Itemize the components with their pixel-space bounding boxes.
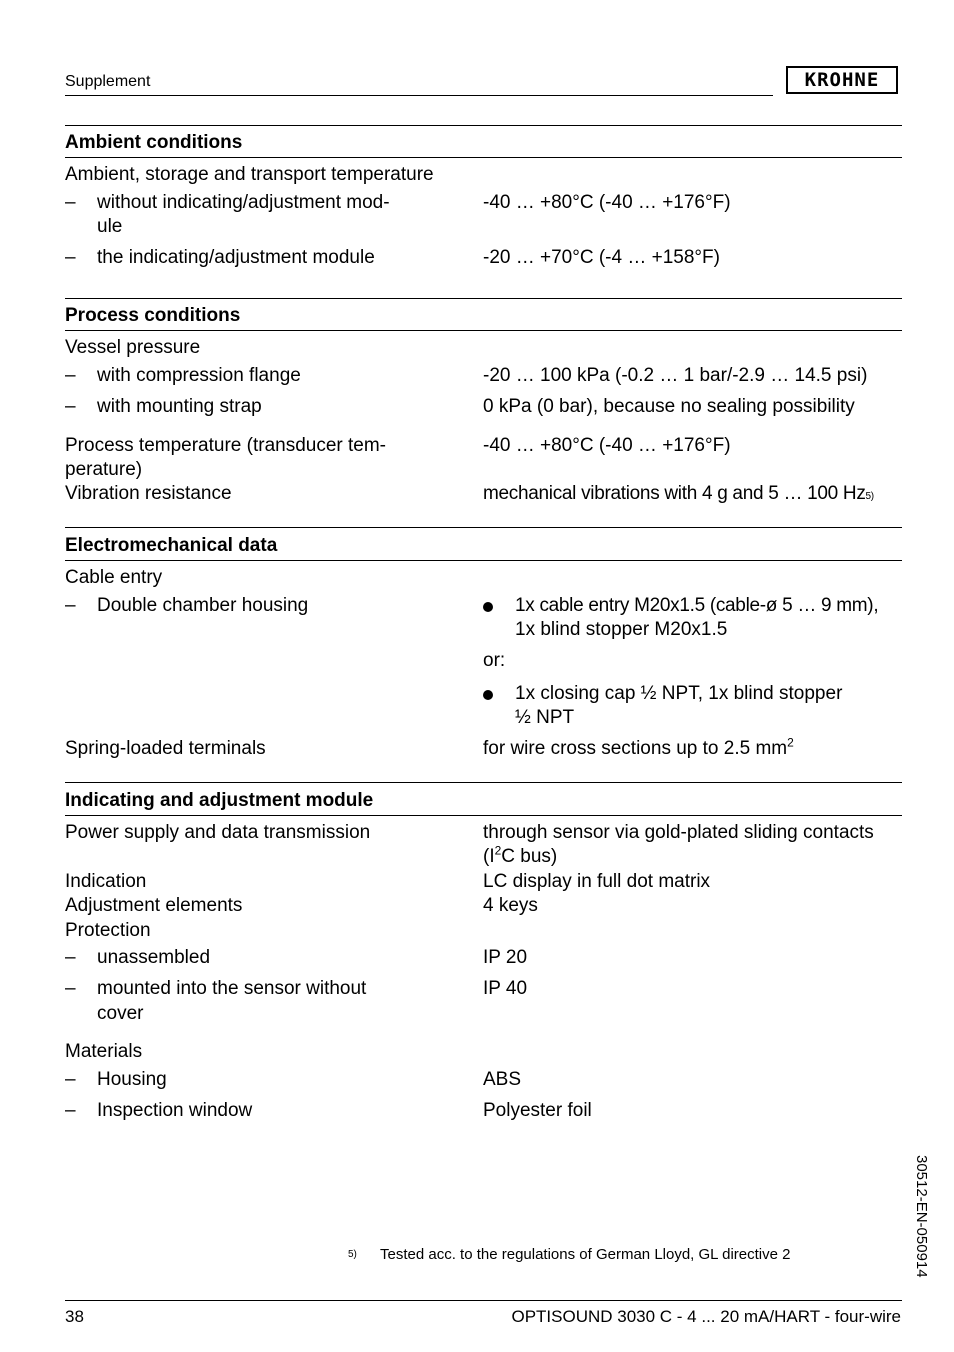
vibration-value-text: mechanical vibrations with 4 g and 5 … 100 Hz	[483, 483, 866, 504]
indication-label: Indication	[65, 871, 147, 892]
process-temp-label-cont: perature)	[65, 459, 143, 480]
mounted-label-cont: cover	[97, 1003, 144, 1024]
footnote-ref: 5)	[865, 491, 874, 502]
flange-label: with compression flange	[97, 365, 301, 386]
vibration-value	[483, 482, 874, 509]
section-title-electromech: Electromechanical data	[65, 535, 278, 556]
page-number: 38	[65, 1307, 84, 1326]
mounted-value: IP 40	[483, 978, 528, 999]
terminals-value	[483, 737, 794, 761]
strap-value: 0 kPa (0 bar), because no sealing possibility	[483, 396, 855, 417]
section-title-indicating: Indicating and adjustment module	[65, 790, 374, 811]
cable-bullet1-line2: 1x blind stopper M20x1.5	[515, 619, 728, 640]
cable-bullet1-line1: 1x cable entry M20x1.5 (cable-ø 5 … 9 mm),	[515, 595, 879, 616]
power-supply-value-cont	[483, 845, 557, 869]
without-module-label-cont: ule	[97, 216, 123, 237]
process-temp-label: Process temperature (transducer tem-	[65, 435, 387, 456]
strap-label: with mounting strap	[97, 396, 262, 417]
superscript: 2	[787, 735, 794, 750]
housing-value: ABS	[483, 1069, 522, 1090]
footnote-text: Tested acc. to the regulations of German Lloyd, GL directive 2	[380, 1246, 791, 1263]
section-title-ambient: Ambient conditions	[65, 132, 243, 153]
protection-label: Protection	[65, 920, 151, 941]
mounted-label: mounted into the sensor without	[97, 978, 367, 999]
with-module-label: the indicating/adjustment module	[97, 247, 375, 268]
dash-glyph: –	[65, 978, 76, 999]
inspection-window-label: Inspection window	[97, 1100, 253, 1121]
divider	[65, 527, 902, 528]
header-rule	[65, 95, 773, 96]
dash-glyph: –	[65, 1069, 76, 1090]
divider	[65, 125, 902, 126]
cable-entry-label: Cable entry	[65, 567, 163, 588]
dash-glyph: –	[65, 1100, 76, 1121]
cable-bullet2-line1: 1x closing cap ½ NPT, 1x blind stopper	[515, 683, 843, 704]
ambient-temp-label: Ambient, storage and transport temperature	[65, 164, 434, 185]
without-module-label: without indicating/adjustment mod-	[97, 192, 390, 213]
divider	[65, 815, 902, 816]
adjustment-elements-value: 4 keys	[483, 895, 538, 916]
section-title-process: Process conditions	[65, 305, 241, 326]
footer-rule	[65, 1300, 902, 1301]
divider	[65, 560, 902, 561]
terminals-value-text: for wire cross sections up to 2.5 mm	[483, 738, 788, 759]
housing-label: Housing	[97, 1069, 167, 1090]
with-module-value: -20 … +70°C (-4 … +158°F)	[483, 247, 720, 268]
or-text: or:	[483, 650, 506, 671]
krohne-logo: KROHNE	[786, 66, 898, 94]
header-section-label: Supplement	[65, 73, 151, 90]
vibration-label: Vibration resistance	[65, 483, 232, 504]
footnote-marker: 5)	[348, 1249, 357, 1260]
dash-glyph: –	[65, 947, 76, 968]
double-chamber-label: Double chamber housing	[97, 595, 309, 616]
dash-glyph: –	[65, 365, 76, 386]
vessel-pressure-label: Vessel pressure	[65, 337, 201, 358]
bullet-dot	[483, 602, 493, 612]
dash-glyph: –	[65, 396, 76, 417]
document-code: 30512-EN-050914	[913, 1155, 930, 1278]
divider	[65, 330, 902, 331]
cable-bullet2-line2: ½ NPT	[515, 707, 575, 728]
dash-glyph: –	[65, 192, 76, 213]
dash-glyph: –	[65, 247, 76, 268]
power-supply-value: through sensor via gold-plated sliding contacts	[483, 822, 874, 843]
power-supply-label: Power supply and data transmission	[65, 822, 371, 843]
superscript: 2	[494, 843, 502, 858]
indication-value: LC display in full dot matrix	[483, 871, 711, 892]
footer-doc-title: OPTISOUND 3030 C - 4 ... 20 mA/HART - four-wire	[511, 1307, 901, 1326]
dash-glyph: –	[65, 595, 76, 616]
terminals-label: Spring-loaded terminals	[65, 738, 266, 759]
divider	[65, 782, 902, 783]
divider	[65, 298, 902, 299]
process-temp-value: -40 … +80°C (-40 … +176°F)	[483, 435, 731, 456]
without-module-value: -40 … +80°C (-40 … +176°F)	[483, 192, 731, 213]
materials-label: Materials	[65, 1041, 143, 1062]
divider	[65, 157, 902, 158]
unassembled-value: IP 20	[483, 947, 528, 968]
inspection-window-value: Polyester foil	[483, 1100, 592, 1121]
flange-value: -20 … 100 kPa (-0.2 … 1 bar/-2.9 … 14.5 psi)	[483, 365, 868, 386]
power-value-post: C bus)	[501, 846, 558, 867]
bullet-dot	[483, 690, 493, 700]
unassembled-label: unassembled	[97, 947, 211, 968]
power-value-pre: (I	[483, 846, 495, 867]
adjustment-elements-label: Adjustment elements	[65, 895, 243, 916]
